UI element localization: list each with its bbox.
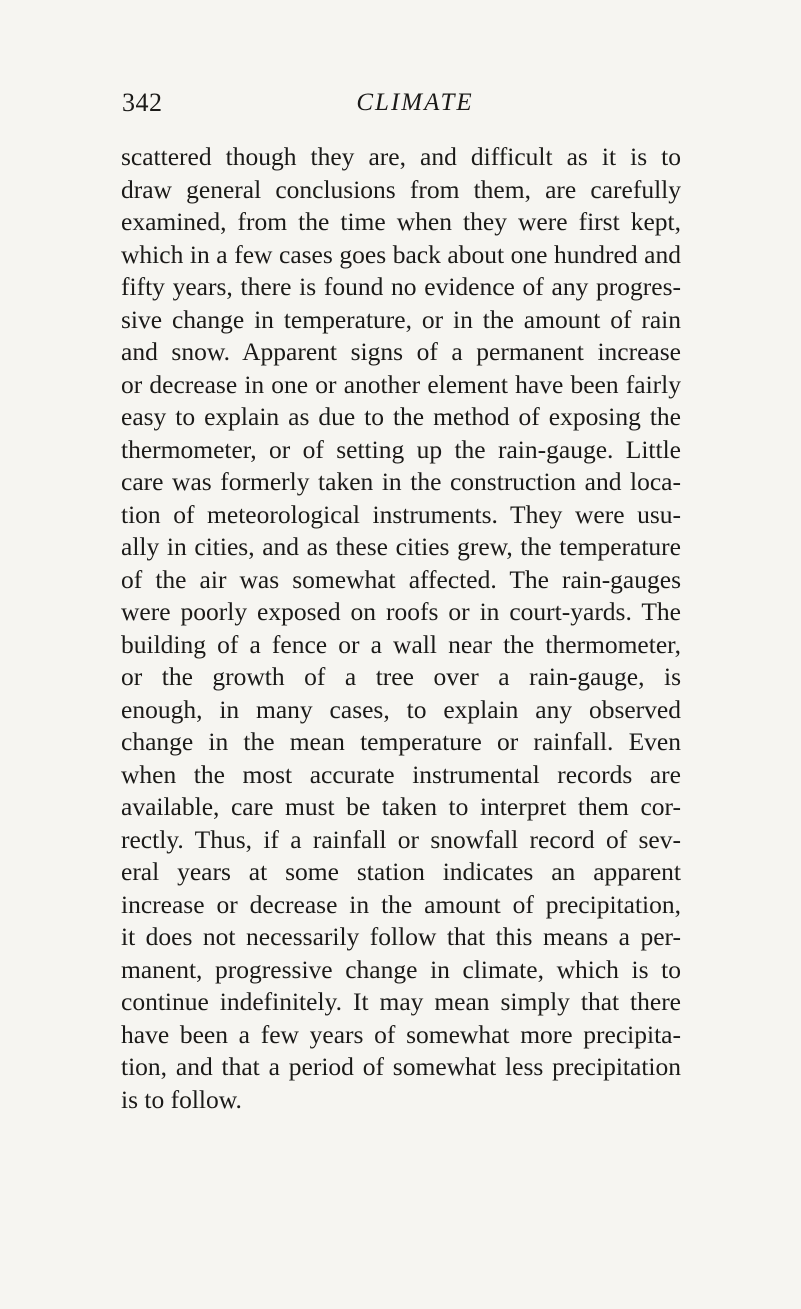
text-line: or decrease in one or another element have been fairly (121, 369, 681, 399)
text-line: it does not necessarily follow that this means a per- (121, 922, 681, 951)
text-line: care was formerly taken in the construction and loca- (121, 467, 681, 496)
text-line: have been a few years of somewhat more precipita- (121, 1019, 681, 1049)
text-line: of the air was somewhat affected. The rain-gauges (121, 564, 681, 594)
running-title: CLIMATE (356, 89, 474, 116)
text-line: easy to explain as due to the method of exposing the (121, 402, 681, 431)
text-line: tion of meteorological instruments. They were usu- (121, 499, 681, 529)
text-line: examined, from the time when they were first kept, (121, 207, 681, 236)
text-line: enough, in many cases, to explain any observed (121, 694, 681, 724)
text-line: increase or decrease in the amount of precipitation, (121, 889, 681, 919)
text-line: and snow. Apparent signs of a permanent increase (121, 337, 681, 366)
page-number: 342 (122, 88, 163, 117)
text-line: rectly. Thus, if a rainfall or snowfall record of sev- (121, 824, 681, 854)
text-line: thermometer, or of setting up the rain-gauge. Little (121, 434, 681, 464)
text-line: fifty years, there is found no evidence of any progres- (121, 272, 681, 301)
text-line: draw general conclusions from them, are carefully (121, 174, 681, 204)
text-line: or the growth of a tree over a rain-gauge, is (121, 662, 681, 691)
text-line: change in the mean temperature or rainfall. Even (121, 727, 681, 756)
page-header (122, 88, 678, 128)
text-line: ally in cities, and as these cities grew, the temperature (121, 532, 681, 561)
text-line: were poorly exposed on roofs or in court-yards. The (121, 597, 681, 626)
text-line: building of a fence or a wall near the thermometer, (121, 629, 681, 659)
text-line: manent, progressive change in climate, which is to (121, 954, 681, 984)
text-line: sive change in temperature, or in the amount of rain (121, 304, 681, 334)
text-line: when the most accurate instrumental records are (121, 759, 681, 789)
text-line: which in a few cases goes back about one hundred and (121, 239, 681, 269)
text-line: available, care must be taken to interpret them cor- (121, 792, 681, 821)
text-line: eral years at some station indicates an apparent (121, 857, 681, 886)
text-line: continue indefinitely. It may mean simply that there (121, 987, 681, 1016)
body-text (121, 141, 681, 1116)
text-line: scattered though they are, and difficult as it is to (121, 142, 681, 171)
text-line: is to follow. (121, 1084, 242, 1114)
text-line: tion, and that a period of somewhat less precipitation (121, 1052, 681, 1081)
